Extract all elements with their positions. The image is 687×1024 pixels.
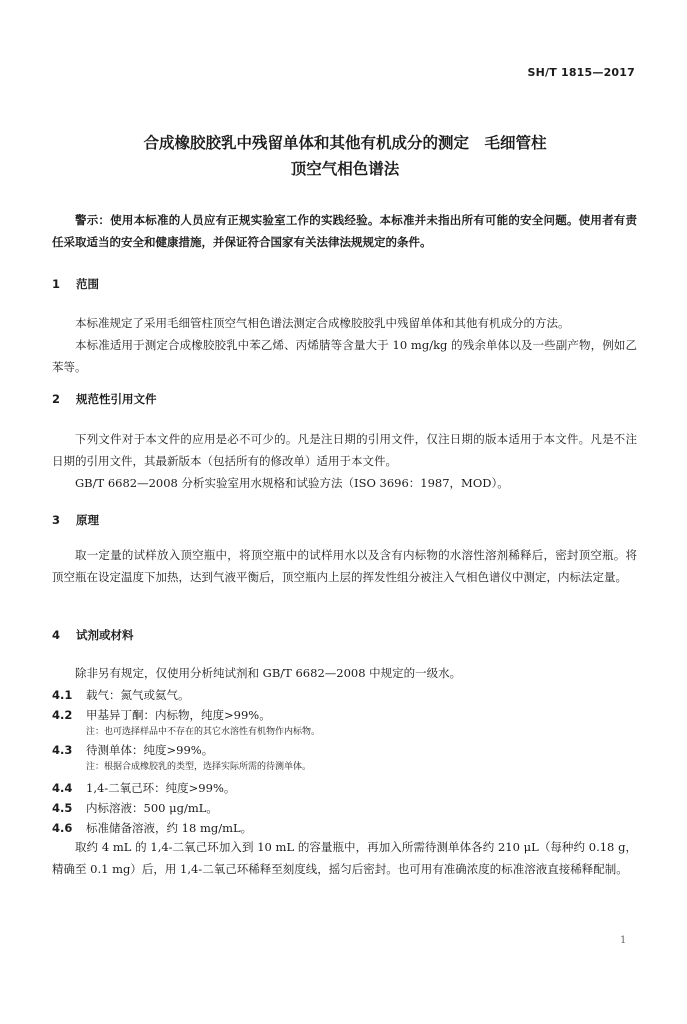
clause-text: 标准储备溶液，约 18 mg/mL。 <box>86 821 253 835</box>
clause-4-1 <box>52 686 637 704</box>
clause-4-2 <box>52 706 637 724</box>
section-number: 2 <box>52 392 61 406</box>
clause-text: 待测单体：纯度>99%。 <box>86 743 214 757</box>
section-title: 规范性引用文件 <box>76 392 157 406</box>
clause-4-3 <box>52 741 637 759</box>
warning-block <box>52 209 637 253</box>
clause-text: 载气：氮气或氦气。 <box>86 688 190 702</box>
paragraph: 取约 4 mL 的 1,4-二氧己环加入到 10 mL 的容量瓶中，再加入所需待测单体各约 210 μL（每种约 0.18 g，精确至 0.1 mg）后，用 1,4-二氧己环稀释至刻度线，摇匀后密封。也可用有准确浓度的标准溶液直接稀释配制。 <box>52 840 637 876</box>
reference-entry: GB/T 6682—2008 分析实验室用水规格和试验方法（ISO 3696：1987，MOD）。 <box>75 476 509 490</box>
clause-number: 4.1 <box>52 688 73 702</box>
section-4-heading <box>52 627 134 643</box>
section-title: 试剂或材料 <box>76 628 134 642</box>
page-number: 1 <box>620 935 627 946</box>
clause-number: 4.4 <box>52 781 73 795</box>
warning-text: 警示：使用本标准的人员应有正规实验室工作的实践经验。本标准并未指出所有可能的安全问题。使用者有责任采取适当的安全和健康措施，并保证符合国家有关法律法规规定的条件。 <box>52 213 637 249</box>
section-2-body <box>52 428 637 494</box>
section-3-heading <box>52 512 99 528</box>
section-number: 3 <box>52 513 61 527</box>
paragraph: 本标准适用于测定合成橡胶胶乳中苯乙烯、丙烯腈等含量大于 10 mg/kg 的残余单体以及一些副产物，例如乙苯等。 <box>52 338 637 374</box>
section-number: 4 <box>52 628 61 642</box>
standard-code: SH/T 1815—2017 <box>527 66 635 79</box>
clause-text: 1,4-二氧己环：纯度>99%。 <box>86 781 236 795</box>
note: 注：根据合成橡胶乳的类型，选择实际所需的待测单体。 <box>86 762 312 772</box>
section-4-closing <box>52 836 637 880</box>
clause-number: 4.2 <box>52 708 73 722</box>
clause-4-4 <box>52 779 637 797</box>
section-title: 原理 <box>76 513 99 527</box>
clause-number: 4.5 <box>52 801 73 815</box>
document-title-line-1: 合成橡胶胶乳中残留单体和其他有机成分的测定 毛细管柱 <box>143 134 547 152</box>
paragraph: 下列文件对于本文件的应用是必不可少的。凡是注日期的引用文件，仅注日期的版本适用于本文件。凡是不注日期的引用文件，其最新版本（包括所有的修改单）适用于本文件。 <box>52 432 637 468</box>
section-2-heading <box>52 391 157 407</box>
section-3-body <box>52 544 637 588</box>
clause-4-5 <box>52 799 637 817</box>
document-title-line-2: 顶空气相色谱法 <box>290 160 400 178</box>
clause-number: 4.3 <box>52 743 73 757</box>
clause-text: 内标溶液：500 μg/mL。 <box>86 801 218 815</box>
section-number: 1 <box>52 277 61 291</box>
section-title: 范围 <box>76 277 99 291</box>
note: 注：也可选择样品中不存在的其它水溶性有机物作内标物。 <box>86 727 321 737</box>
section-1-heading <box>52 276 99 292</box>
clause-4-6 <box>52 819 637 837</box>
clause-text: 甲基异丁酮：内标物，纯度>99%。 <box>86 708 271 722</box>
paragraph: 取一定量的试样放入顶空瓶中，将顶空瓶中的试样用水以及含有内标物的水溶性溶剂稀释后，密封顶空瓶。将顶空瓶在设定温度下加热，达到气液平衡后，顶空瓶内上层的挥发性组分被注入气相色谱仪中测定，内标法定量。 <box>52 548 637 584</box>
section-1-body <box>52 312 637 378</box>
section-4-intro <box>52 662 637 684</box>
paragraph: 本标准规定了采用毛细管柱顶空气相色谱法测定合成橡胶胶乳中残留单体和其他有机成分的方法。 <box>75 316 570 330</box>
clause-number: 4.6 <box>52 821 73 835</box>
paragraph: 除非另有规定，仅使用分析纯试剂和 GB/T 6682—2008 中规定的一级水。 <box>75 666 462 680</box>
